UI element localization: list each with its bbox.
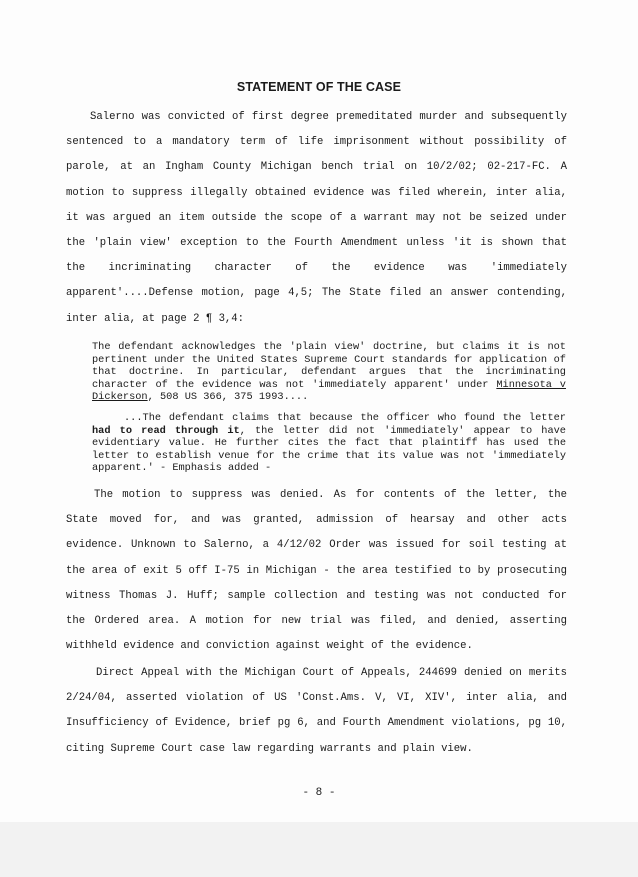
paragraph-procedural-history: Salerno was convicted of first degree premeditated murder and subsequently sentenced to a mandatory term of life imprisonment without possibility of parole, at an Ingham County Michigan bench trial on 10/2/02; 02-217-FC. A motion to suppress illegally obtained evidence was filed wherein, inter alia, it was argued an item outside the scope of a warrant may not be seized under the 'plain view' exception to the Fourth Amendment unless 'it is shown that the incriminating character of the evidence was 'immediately apparent'....Defense motion, page 4,5; The State filed an answer contending, inter alia, at page 2 ¶ 3,4: bbox=[66, 111, 567, 325]
emphasized-text: had to read through it bbox=[92, 424, 240, 437]
quote-text: ...The defendant claims that because the officer who found the letter bbox=[124, 412, 566, 424]
case-citation: Minnesota v Dickerson bbox=[92, 378, 566, 404]
section-title: STATEMENT OF THE CASE bbox=[236, 80, 402, 94]
quote-text: The defendant acknowledges the 'plain view' doctrine, but claims it is not pertinent under the United States Supreme Court standards for application of that doctrine. In particular, defendant argues that the incriminating character of the evidence was not 'immediately apparent' under bbox=[92, 341, 566, 391]
scan-margin bbox=[0, 822, 638, 877]
paragraph-motion-denied: The motion to suppress was denied. As for contents of the letter, the State moved for, and was granted, admission of hearsay and other acts evidence. Unknown to Salerno, a 4/12/02 Order was issued for soil testing at the area of exit 5 off I-75 in Michigan - the area testified to by prosecuting witness Thomas J. Huff; sample collection and testing was not conducted for the Ordered area. A motion for new trial was filed, and denied, asserting withheld evidence and conviction against weight of the evidence. bbox=[66, 489, 567, 653]
quote-text: , the letter did not 'immediately' appear to have evidentiary value. He further cites the fact that plaintiff has used the letter to establish venue for the crime that its value was not 'immediately apparent.' - Emphasis added - bbox=[92, 424, 566, 475]
page-number: - 8 - bbox=[302, 787, 336, 799]
block-quote-emphasis bbox=[92, 412, 566, 475]
block-quote-state-answer bbox=[92, 341, 566, 404]
paragraph-direct-appeal: Direct Appeal with the Michigan Court of Appeals, 244699 denied on merits 2/24/04, asserted violation of US 'Const.Ams. V, VI, XIV', inter alia, and Insufficiency of Evidence, brief pg 6, and Fourth Amendment violations, pg 10, citing Supreme Court case law regarding warrants and plain view. bbox=[66, 667, 567, 755]
quote-text: , 508 US 366, 375 1993.... bbox=[147, 391, 309, 404]
